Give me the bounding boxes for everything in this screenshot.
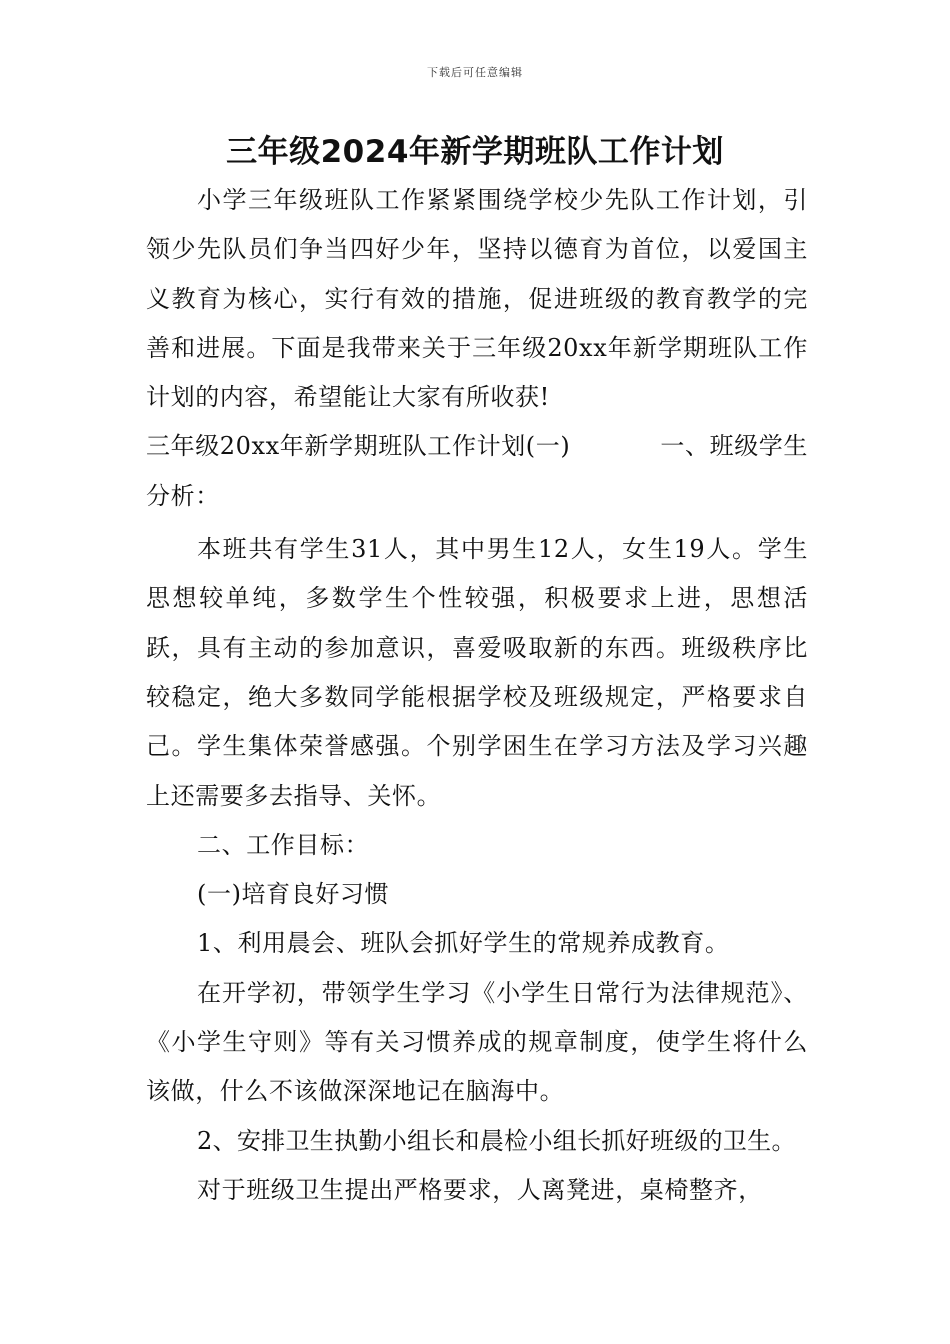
part-subheading-continuation: 分析： xyxy=(146,481,220,510)
item-2-detail: 对于班级卫生提出严格要求，人离凳进，桌椅整齐， xyxy=(197,1175,763,1204)
item-1: 1、利用晨会、班队会抓好学生的常规养成教育。 xyxy=(197,929,730,958)
part-subheading: 一、班级学生 xyxy=(660,432,808,461)
item-1-detail: 在开学初，带领学生学习《小学生日常行为法律规范》、《小学生守则》等有关习惯养成的规章制度，使学生将什么该做，什么不该做深深地记在脑海中。 xyxy=(146,978,808,1106)
section-heading-line xyxy=(146,422,808,471)
intro-paragraph: 小学三年级班队工作紧紧围绕学校少先队工作计划，引领少先队员们争当四好少年，坚持以德育为首位，以爱国主义教育为核心，实行有效的措施，促进班级的教育教学的完善和进展。下面是我带来关于三年级20xx年新学期班队工作计划的内容，希望能让大家有所收获! xyxy=(146,186,808,412)
header-note: 下载后可任意编辑 xyxy=(427,66,523,79)
analysis-paragraph: 本班共有学生31人，其中男生12人，女生19人。学生思想较单纯，多数学生个性较强，积极要求上进，思想活跃，具有主动的参加意识，喜爱吸取新的东西。班级秩序比较稳定，绝大多数同学能根据学校及班级规定，严格要求自己。学生集体荣誉感强。个别学困生在学习方法及学习兴趣上还需要多去指导、关怀。 xyxy=(146,535,808,810)
document-title: 三年级2024年新学期班队工作计划 xyxy=(226,134,724,170)
document-body xyxy=(146,176,808,1215)
goal-1-heading: (一)培育良好习惯 xyxy=(197,880,390,909)
goals-heading: 二、工作目标： xyxy=(197,830,370,859)
part-title: 三年级20xx年新学期班队工作计划(一) xyxy=(146,432,571,461)
item-2: 2、安排卫生执勤小组长和晨检小组长抓好班级的卫生。 xyxy=(197,1126,796,1155)
